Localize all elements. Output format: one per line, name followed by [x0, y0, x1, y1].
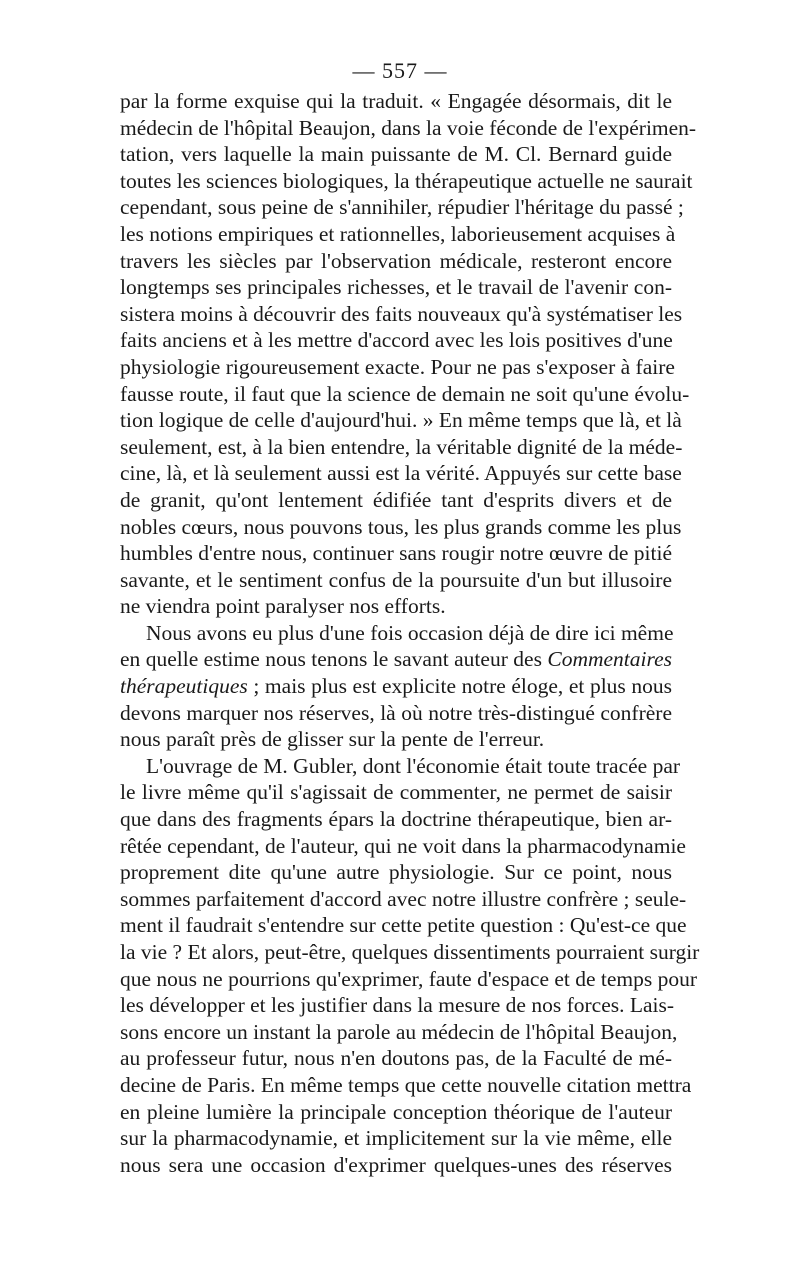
text-line: cine, là, et là seulement aussi est la vérité. Appuyés sur cette base [120, 461, 682, 486]
text-line: ne viendra point paralyser nos efforts. [120, 594, 446, 619]
text-line: en quelle estime nous tenons le savant auteur des Commentaires [120, 647, 672, 672]
text-line: seulement, est, à la bien entendre, la véritable dignité de la méde- [120, 434, 683, 459]
text-line: sur la pharmacodynamie, et implicitement sur la vie même, elle [120, 1126, 672, 1151]
text-line: nobles cœurs, nous pouvons tous, les plus grands comme les plus [120, 514, 682, 539]
text-line: rêtée cependant, de l'auteur, qui ne voit dans la pharmacodynamie [120, 833, 686, 858]
text-line: devons marquer nos réserves, là où notre très-distingué confrère [120, 700, 672, 725]
text-line: nous sera une occasion d'exprimer quelques-unes des réserves [120, 1152, 672, 1177]
text-line: en pleine lumière la principale conception théorique de l'auteur [120, 1099, 672, 1124]
text-line: de granit, qu'ont lentement édifiée tant d'esprits divers et de [120, 487, 672, 512]
text-line: Nous avons eu plus d'une fois occasion déjà de dire ici même [146, 620, 674, 645]
text-line: médecin de l'hôpital Beaujon, dans la voie féconde de l'expérimen- [120, 115, 697, 140]
text-line: au professeur futur, nous n'en doutons pas, de la Faculté de mé- [120, 1046, 672, 1071]
text-line: sons encore un instant la parole au médecin de l'hôpital Beaujon, [120, 1019, 678, 1044]
text-line: nous paraît près de glisser sur la pente de l'erreur. [120, 727, 545, 752]
text-line: que nous ne pourrions qu'exprimer, faute d'espace et de temps pour [120, 966, 698, 991]
text-line: les notions empiriques et rationnelles, laborieusement acquises à [120, 221, 676, 246]
text-line: proprement dite qu'une autre physiologie. Sur ce point, nous [120, 860, 672, 885]
italic-title: Commentaires [547, 647, 672, 672]
text-line: humbles d'entre nous, continuer sans rougir notre œuvre de pitié [120, 541, 672, 566]
text-line: fausse route, il faut que la science de demain ne soit qu'une évolu- [120, 381, 690, 406]
text-line: le livre même qu'il s'agissait de commenter, ne permet de saisir [120, 780, 672, 805]
text-line: savante, et le sentiment confus de la poursuite d'un but illusoire [120, 567, 672, 592]
text-line: les développer et les justifier dans la mesure de nos forces. Lais- [120, 993, 675, 1018]
text-line: decine de Paris. En même temps que cette nouvelle citation mettra [120, 1072, 692, 1097]
page-number: — 557 — [352, 58, 448, 83]
text-line: physiologie rigoureusement exacte. Pour ne pas s'exposer à faire [120, 354, 675, 379]
text-line: sommes parfaitement d'accord avec notre illustre confrère ; seule- [120, 886, 687, 911]
text-line: tation, vers laquelle la main puissante de M. Cl. Bernard guide [120, 142, 672, 167]
text-line: L'ouvrage de M. Gubler, dont l'économie était toute tracée par [146, 753, 681, 778]
italic-title: thérapeutiques [120, 674, 248, 699]
text-line: faits anciens et à les mettre d'accord avec les lois positives d'une [120, 328, 673, 353]
text-line: cependant, sous peine de s'annihiler, répudier l'héritage du passé ; [120, 195, 684, 220]
text-line: la vie ? Et alors, peut-être, quelques dissentiments pourraient surgir [120, 940, 700, 964]
text-line: sistera moins à découvrir des faits nouveaux qu'à systématiser les [120, 301, 683, 326]
text-line: thérapeutiques ; mais plus est explicite notre éloge, et plus nous [120, 674, 672, 699]
body-text [120, 88, 700, 1178]
text-line: longtemps ses principales richesses, et le travail de l'avenir con- [120, 275, 672, 300]
text-line: par la forme exquise qui la traduit. « Engagée désormais, dit le [120, 89, 672, 113]
text-line: ment il faudrait s'entendre sur cette petite question : Qu'est-ce que [120, 913, 687, 938]
text-line: que dans des fragments épars la doctrine thérapeutique, bien ar- [120, 807, 672, 832]
text-line: tion logique de celle d'aujourd'hui. » En même temps que là, et là [120, 408, 682, 433]
text-line: toutes les sciences biologiques, la thérapeutique actuelle ne saurait [120, 168, 693, 193]
text-line: travers les siècles par l'observation médicale, resteront encore [120, 248, 672, 273]
